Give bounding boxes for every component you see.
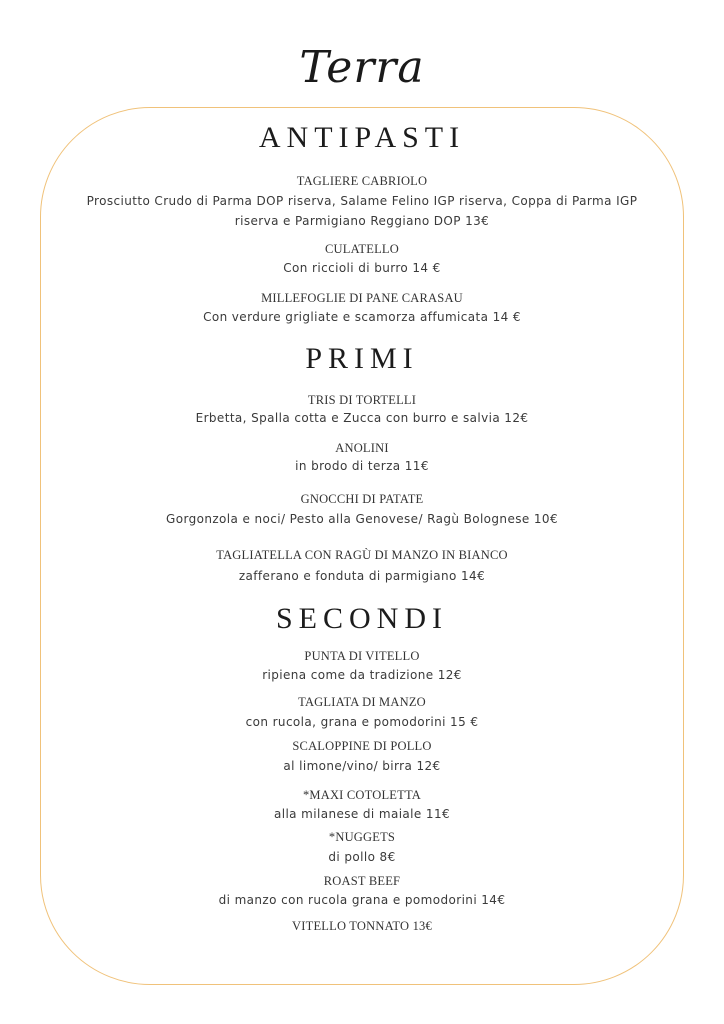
dish-description: Prosciutto Crudo di Parma DOP riserva, Salame Felino IGP riserva, Coppa di Parma IGP riserva e Parmigiano Reggiano DOP 13€ (86, 194, 638, 228)
dish-description: ripiena come da tradizione 12€ (262, 668, 462, 682)
section-title-primi: PRIMI (305, 342, 419, 375)
dish-description: Gorgonzola e noci/ Pesto alla Genovese/ Ragù Bolognese 10€ (166, 512, 558, 526)
dish-description: in brodo di terza 11€ (295, 459, 429, 473)
dish-name: TRIS DI TORTELLI (307, 393, 417, 407)
dish-description: Con riccioli di burro 14 € (283, 261, 441, 275)
dish-name: TAGLIATA DI MANZO (298, 695, 426, 709)
dish-name: *MAXI COTOLETTA (302, 788, 422, 802)
dish-name: ROAST BEEF (323, 874, 401, 888)
dish-description: di pollo 8€ (328, 850, 396, 864)
dish-description: con rucola, grana e pomodorini 15 € (245, 715, 479, 729)
dish-description: Con verdure grigliate e scamorza affumicata 14 € (203, 310, 521, 324)
dish-name: SCALOPPINE DI POLLO (292, 739, 432, 753)
dish-name: TAGLIATELLA CON RAGÙ DI MANZO IN BIANCO (216, 548, 508, 562)
dish-name: *NUGGETS (328, 830, 396, 844)
dish-name: PUNTA DI VITELLO (304, 649, 420, 663)
menu-title-terra: Terra (299, 42, 425, 93)
dish-description: Erbetta, Spalla cotta e Zucca con burro e salvia 12€ (195, 411, 529, 425)
section-title-antipasti: ANTIPASTI (258, 121, 466, 154)
dish-description: zafferano e fonduta di parmigiano 14€ (238, 569, 486, 583)
dish-name: MILLEFOGLIE DI PANE CARASAU (261, 291, 463, 305)
dish-name: CULATELLO (324, 242, 399, 256)
dish-description: alla milanese di maiale 11€ (273, 807, 451, 821)
dish-name: ANOLINI (335, 441, 389, 455)
dish-name: TAGLIERE CABRIOLO (296, 174, 428, 188)
dish-name: VITELLO TONNATO 13€ (292, 919, 432, 933)
section-title-secondi: SECONDI (275, 602, 448, 635)
dish-name: GNOCCHI DI PATATE (300, 492, 424, 506)
dish-description: al limone/vino/ birra 12€ (283, 759, 441, 773)
dish-description: di manzo con rucola grana e pomodorini 14€ (218, 893, 506, 907)
